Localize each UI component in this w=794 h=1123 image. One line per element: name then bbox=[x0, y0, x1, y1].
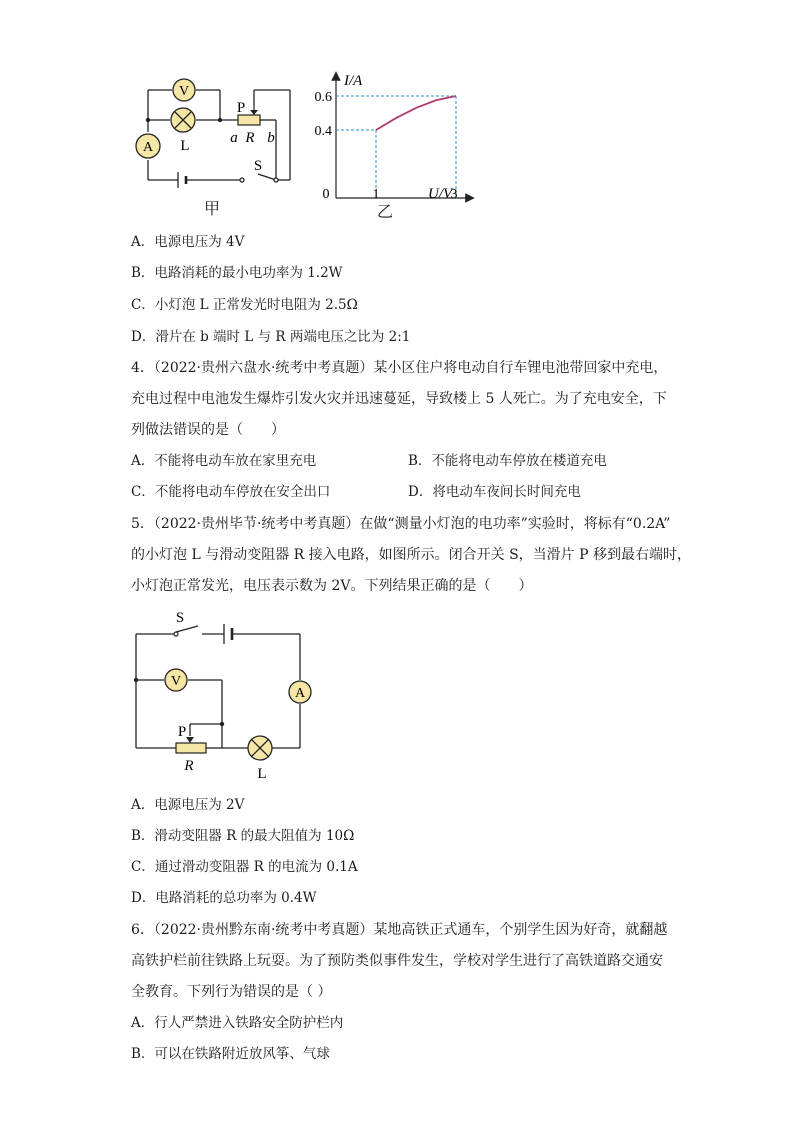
y-tick-0.6: 0.6 bbox=[314, 90, 332, 105]
q3-option-b: B．电路消耗的最小电功率为 1.2W bbox=[131, 265, 343, 281]
q5-stem-line-3: 小灯泡正常发光，电压表示数为 2V。下列结果正确的是（ ） bbox=[131, 578, 533, 594]
q5-lamp-label: L bbox=[257, 766, 267, 782]
q3-option-a: A．电源电压为 4V bbox=[131, 234, 245, 250]
y-axis-label: I/A bbox=[344, 73, 363, 89]
y-tick-0.4: 0.4 bbox=[314, 124, 332, 139]
origin-label: 0 bbox=[322, 187, 330, 202]
q4-stem-line-1: 4．（2022·贵州六盘水·统考中考真题）某小区住户将电动自行车锂电池带回家中充电， bbox=[131, 360, 668, 376]
q4-option-c: C．不能将电动车停放在安全出口 bbox=[131, 484, 331, 500]
q3-option-c: C．小灯泡 L 正常发光时电阻为 2.5Ω bbox=[131, 297, 358, 313]
lamp-label: L bbox=[180, 138, 190, 154]
x-tick-3: 3 bbox=[450, 187, 458, 202]
q5-resistor-label: R bbox=[184, 758, 194, 774]
q6-stem-line-2: 高铁护栏前往铁路上玩耍。为了预防类似事件发生，学校对学生进行了高铁道路交通安 bbox=[131, 953, 663, 969]
switch-label: S bbox=[253, 158, 263, 174]
ammeter-label: A bbox=[142, 140, 154, 155]
q4-option-d: D．将电动车夜间长时间充电 bbox=[408, 484, 581, 500]
q5-voltmeter-label: V bbox=[170, 674, 182, 689]
resistor-label: R bbox=[245, 130, 255, 146]
q3-option-d: D．滑片在 b 端时 L 与 R 两端电压之比为 2:1 bbox=[131, 329, 411, 345]
q5-option-a: A．电源电压为 2V bbox=[131, 797, 245, 813]
q5-stem-line-2: 的小灯泡 L 与滑动变阻器 R 接入电路，如图所示。闭合开关 S，当滑片 P 移到最右端时， bbox=[131, 547, 691, 563]
q6-stem-line-1: 6．（2022·贵州黔东南·统考中考真题）某地高铁正式通车，个别学生因为好奇，就翻越 bbox=[131, 922, 668, 938]
q5-option-c: C．通过滑动变阻器 R 的电流为 0.1A bbox=[131, 859, 358, 875]
circuit-diagram-q5 bbox=[126, 606, 316, 786]
q4-stem-line-2: 充电过程中电池发生爆炸引发火灾并迅速蔓延，导致楼上 5 人死亡。为了充电安全，下 bbox=[131, 391, 667, 407]
q4-option-a: A．不能将电动车放在家里充电 bbox=[131, 453, 317, 469]
q4-stem-line-3: 列做法错误的是（ ） bbox=[131, 422, 285, 438]
figure-caption-yi: 乙 bbox=[377, 202, 394, 221]
q5-slider-label: P bbox=[177, 724, 187, 740]
slider-label: P bbox=[236, 100, 246, 116]
q6-option-a: A．行人严禁进入铁路安全防护栏内 bbox=[131, 1015, 344, 1031]
resistor-end-a: a bbox=[230, 130, 238, 146]
q6-stem-line-3: 全教育。下列行为错误的是（ ） bbox=[131, 984, 332, 1000]
q5-ammeter-label: A bbox=[294, 686, 306, 701]
x-axis-label: U/V bbox=[428, 186, 453, 202]
q5-option-d: D．电路消耗的总功率为 0.4W bbox=[131, 890, 317, 906]
q5-stem-line-1: 5．（2022·贵州毕节·统考中考真题）在做“测量小灯泡的电功率”实验时，将标有“0.2A” bbox=[131, 516, 671, 532]
q4-option-b: B．不能将电动车停放在楼道充电 bbox=[408, 453, 607, 469]
q5-switch-label: S bbox=[175, 610, 185, 626]
x-tick-1: 1 bbox=[372, 187, 380, 202]
q5-option-b: B．滑动变阻器 R 的最大阻值为 10Ω bbox=[131, 828, 355, 844]
resistor-end-b: b bbox=[267, 130, 275, 146]
iu-curve bbox=[376, 96, 456, 130]
figure-caption-jia: 甲 bbox=[204, 199, 221, 218]
iu-graph bbox=[300, 66, 480, 216]
voltmeter-label: V bbox=[178, 84, 190, 99]
q6-option-b: B．可以在铁路附近放风筝、气球 bbox=[131, 1046, 330, 1062]
